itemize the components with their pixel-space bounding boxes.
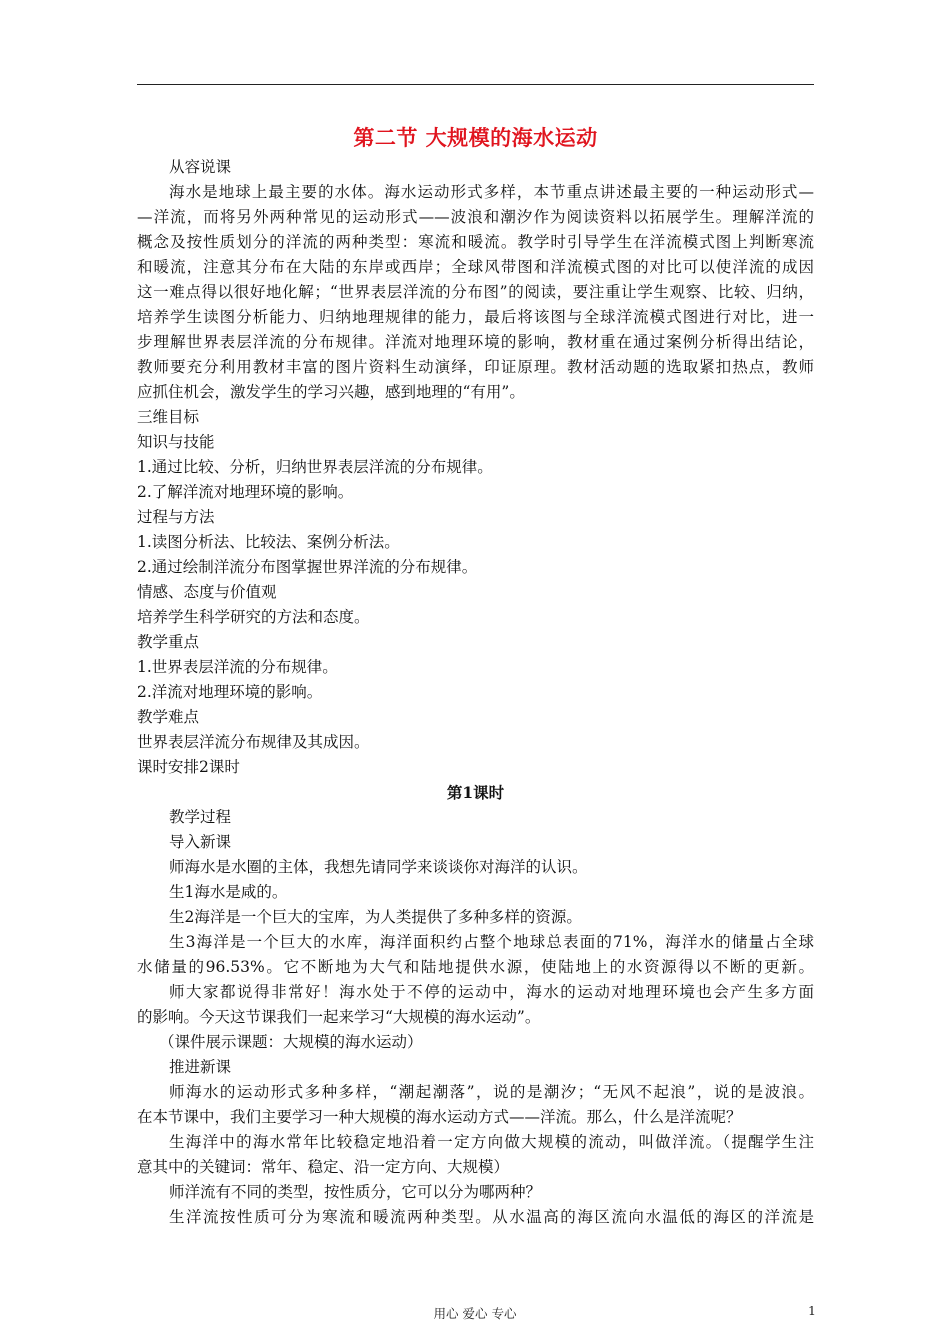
page-number: 1	[808, 1303, 816, 1318]
objective-subheading: 情感、态度与价值观	[137, 583, 277, 601]
lesson-heading: 第1课时	[446, 783, 505, 802]
dialog-line: 师洋流有不同的类型，按性质分，它可以分为哪两种？	[169, 1183, 542, 1201]
dialog-line: 水储量的96.53%。它不断地为大气和陆地提供水源，使陆地上的水资源得以不断的更新。	[137, 958, 814, 976]
objective-subheading: 过程与方法	[137, 508, 215, 526]
intro-new-label: 导入新课	[169, 833, 232, 851]
paragraph-line: 概念及按性质划分的洋流的两种类型：寒流和暖流。教学时引导学生在洋流模式图上判断寒流	[137, 233, 814, 251]
objective-heading: 三维目标	[137, 408, 200, 426]
dialog-line: 生2海洋是一个巨大的宝库，为人类提供了多种多样的资源。	[169, 908, 582, 926]
dialog-line: 师海水是水圈的主体，我想先请同学来谈谈你对海洋的认识。	[169, 858, 588, 876]
schedule-line: 课时安排2课时	[137, 758, 240, 776]
objective-item: 1.通过比较、分析，归纳世界表层洋流的分布规律。	[137, 458, 493, 476]
process-label: 教学过程	[169, 808, 232, 826]
objective-item: 世界表层洋流分布规律及其成因。	[137, 733, 370, 751]
dialog-line: 师大家都说得非常好！海水处于不停的运动中，海水的运动对地理环境也会产生多方面	[169, 983, 814, 1001]
intro-label: 从容说课	[169, 158, 232, 176]
objective-item: 2.通过绘制洋流分布图掌握世界洋流的分布规律。	[137, 558, 478, 576]
paragraph-line: 教师要充分利用教材丰富的图片资料生动演绎，印证原理。教材活动题的选取紧扣热点，教师	[137, 358, 814, 376]
paragraph-line: 步理解世界表层洋流的分布规律。洋流对地理环境的影响，教材重在通过案例分析得出结论，	[137, 333, 814, 351]
objective-item: 1.世界表层洋流的分布规律。	[137, 658, 338, 676]
dialog-line: 生洋流按性质可分为寒流和暖流两种类型。从水温高的海区流向水温低的海区的洋流是	[169, 1208, 814, 1226]
objective-subheading: 教学难点	[137, 708, 200, 726]
paragraph-line: 这一难点得以很好地化解；“世界表层洋流的分布图”的阅读，要注重让学生观察、比较、归纳，	[137, 283, 814, 301]
dialog-line: 生3海洋是一个巨大的水库，海洋面积约占整个地球总表面的71%，海洋水的储量占全球	[169, 933, 814, 951]
paragraph-line: —洋流，而将另外两种常见的运动形式——波浪和潮汐作为阅读资料以拓展学生。理解洋流的	[137, 208, 814, 226]
document-body	[137, 121, 814, 1230]
objective-item: 2.了解洋流对地理环境的影响。	[137, 483, 354, 501]
objective-item: 1.读图分析法、比较法、案例分析法。	[137, 533, 400, 551]
courseware-note: （课件展示课题：大规模的海水运动）	[159, 1033, 423, 1051]
paragraph-line: 应抓住机会，激发学生的学习兴趣，感到地理的“有用”。	[137, 383, 525, 401]
header-rule	[137, 84, 814, 85]
dialog-line: 意其中的关键词：常年、稳定、沿一定方向、大规模）	[137, 1158, 510, 1176]
page-footer: 用心 爱心 专心	[433, 1306, 517, 1321]
paragraph-line: 和暖流，注意其分布在大陆的东岸或西岸；全球风带图和洋流模式图的对比可以使洋流的成因	[137, 258, 814, 276]
dialog-line: 的影响。今天这节课我们一起来学习“大规模的海水运动”。	[137, 1008, 541, 1026]
objective-item: 培养学生科学研究的方法和态度。	[137, 608, 370, 626]
dialog-line: 在本节课中，我们主要学习一种大规模的海水运动方式——洋流。那么，什么是洋流呢？	[137, 1108, 742, 1126]
objective-subheading: 知识与技能	[137, 433, 215, 451]
objective-subheading: 教学重点	[137, 633, 200, 651]
section-title: 第二节 大规模的海水运动	[353, 125, 598, 150]
paragraph-line: 海水是地球上最主要的水体。海水运动形式多样，本节重点讲述最主要的一种运动形式—	[169, 183, 814, 201]
paragraph-line: 培养学生读图分析能力、归纳地理规律的能力，最后将该图与全球洋流模式图进行对比，进一	[137, 308, 814, 326]
dialog-line: 师海水的运动形式多种多样，“潮起潮落”，说的是潮汐；“无风不起浪”，说的是波浪。	[169, 1083, 814, 1101]
advance-label: 推进新课	[169, 1058, 232, 1076]
objective-item: 2.洋流对地理环境的影响。	[137, 683, 323, 701]
dialog-line: 生海洋中的海水常年比较稳定地沿着一定方向做大规模的流动，叫做洋流。（提醒学生注	[169, 1133, 814, 1151]
dialog-line: 生1海水是咸的。	[169, 883, 288, 901]
